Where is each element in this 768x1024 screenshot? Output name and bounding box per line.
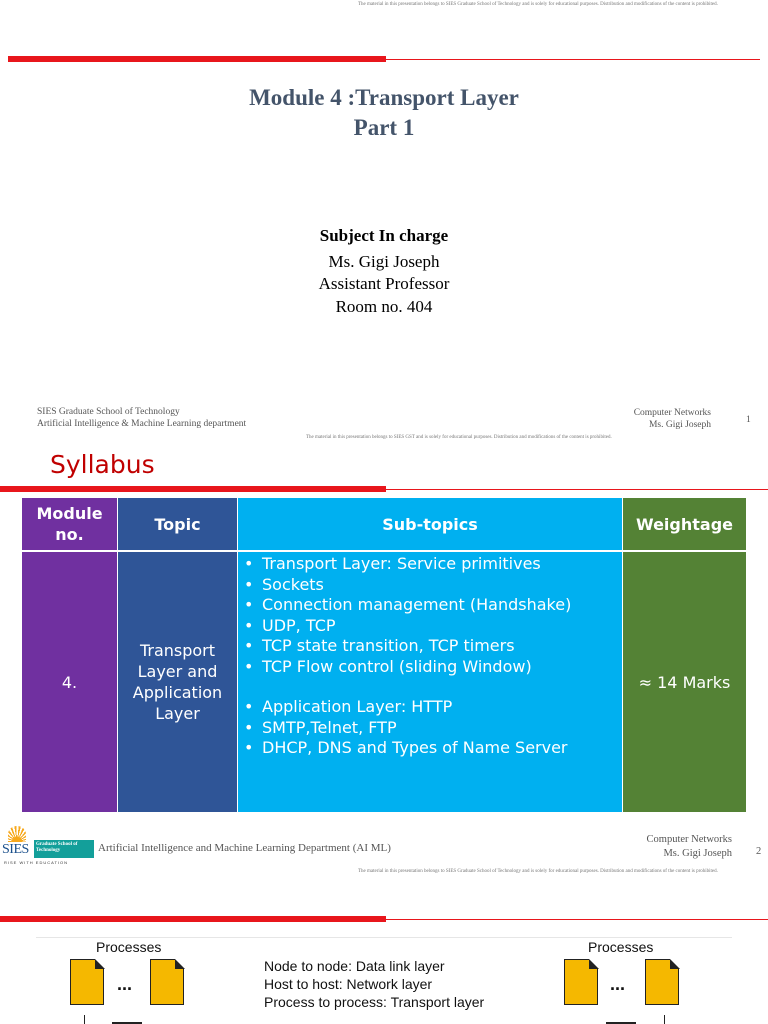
logo-sies-text: SIES	[2, 842, 29, 857]
footer-disclaimer: The material in this presentation belongs to SIES GST and is solely for educational purposes. Distribution and modifications of the content is prohibited.	[306, 435, 612, 440]
subtopic-item: • TCP state transition, TCP timers	[238, 636, 571, 657]
right-processes-label: Processes	[588, 939, 654, 955]
title-line-1: Module 4 :Transport Layer	[249, 85, 519, 110]
subtopic-item: • Sockets	[238, 575, 571, 596]
logo-gst-box: Graduate School of Technology	[34, 840, 94, 858]
red-accent-bar	[8, 56, 386, 62]
page-number: 1	[746, 415, 751, 425]
subtopic-item: • TCP Flow control (sliding Window)	[238, 657, 571, 678]
red-accent-line	[386, 59, 760, 60]
footer-left: SIES Graduate School of Technology Artificial Intelligence & Machine Learning department	[37, 407, 247, 429]
right-ellipsis: ...	[610, 974, 626, 994]
red-accent-bar	[0, 916, 386, 922]
delivery-line-2: Host to host: Network layer	[264, 976, 433, 992]
subtopic-item: • Transport Layer: Service primitives	[238, 554, 571, 575]
red-accent-bar	[0, 486, 386, 492]
left-ellipsis: ...	[117, 974, 133, 994]
cell-module-no: 4.	[22, 552, 117, 812]
instructor-name: Ms. Gigi Joseph	[328, 251, 440, 271]
header-subtopics: Sub-topics	[238, 498, 622, 550]
delivery-line-3: Process to process: Transport layer	[264, 994, 485, 1010]
footer-right: Computer Networks Ms. Gigi Joseph	[646, 834, 732, 859]
header-weightage: Weightage	[623, 498, 746, 550]
delivery-line-1: Node to node: Data link layer	[264, 958, 445, 974]
cell-subtopics	[238, 552, 622, 812]
red-accent-line	[386, 919, 768, 920]
subtopics-list	[238, 554, 571, 759]
diagram-top-rule	[36, 937, 732, 938]
subject-incharge-block	[0, 225, 768, 318]
footer-center: Artificial Intelligence and Machine Learning Department (AI ML)	[98, 842, 391, 854]
header-topic: Topic	[118, 498, 237, 550]
footer-disclaimer: The material in this presentation belongs to SIES Graduate School of Technology and is solely for educational purposes. Distribution and modifications of the content is prohibited.	[358, 869, 718, 874]
left-process-doc-icon-2	[150, 959, 184, 1005]
subject-heading: Subject In charge	[319, 226, 449, 245]
footer-right: Computer Networks Ms. Gigi Joseph	[633, 408, 711, 430]
subtopic-item: • Application Layer: HTTP	[238, 697, 571, 718]
left-connector-line	[84, 1015, 85, 1024]
slide-1	[0, 0, 768, 446]
cell-weightage: ≈ 14 Marks	[623, 552, 746, 812]
subtopic-item: • UDP, TCP	[238, 616, 571, 637]
slide-title: Syllabus	[50, 450, 155, 479]
page-number: 2	[756, 846, 762, 857]
subtopic-item: • Connection management (Handshake)	[238, 595, 571, 616]
red-accent-line	[386, 489, 768, 490]
logo-sun-icon	[8, 826, 26, 842]
top-disclaimer: The material in this presentation belongs to SIES Graduate School of Technology and is solely for educational purposes. Distribution and modifications of the content is prohibited.	[358, 2, 718, 7]
logo-tagline: RISE WITH EDUCATION	[4, 860, 69, 865]
subtopic-item: • SMTP,Telnet, FTP	[238, 718, 571, 739]
title-line-2: Part 1	[353, 115, 415, 140]
room-number: Room no. 404	[335, 296, 433, 316]
instructor-role: Assistant Professor	[318, 274, 450, 293]
right-process-doc-icon-1	[564, 959, 598, 1005]
right-connector-line	[664, 1015, 665, 1024]
syllabus-table	[22, 498, 746, 812]
sies-logo	[2, 825, 96, 867]
page-title	[0, 83, 768, 143]
left-process-doc-icon-1	[70, 959, 104, 1005]
left-processes-label: Processes	[96, 939, 162, 955]
cell-topic: Transport Layer and Application Layer	[118, 552, 237, 812]
slide-3	[0, 882, 768, 1024]
header-module: Module no.	[22, 498, 117, 550]
right-process-doc-icon-2	[645, 959, 679, 1005]
subtopic-item: • DHCP, DNS and Types of Name Server	[238, 738, 571, 759]
